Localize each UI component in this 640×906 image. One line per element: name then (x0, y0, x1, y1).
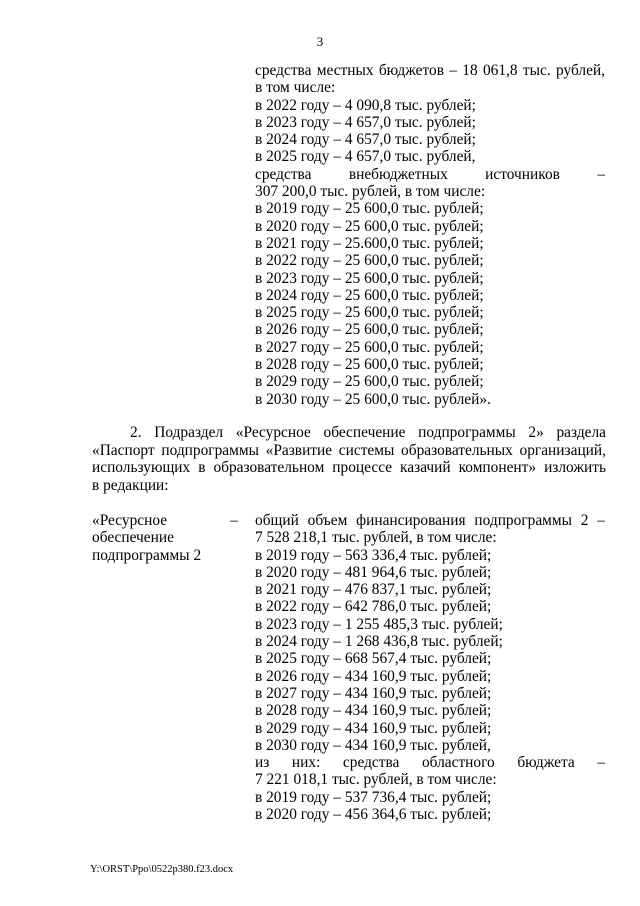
funding-line: в 2026 году – 25 600,0 тыс. рублей; (255, 321, 484, 339)
funding-line: средства местных бюджетов – 18 061,8 тыс. рублей, (255, 62, 605, 79)
funding-line: в 2025 году – 4 657,0 тыс. рублей, (255, 148, 476, 166)
file-path-footer: Y:\ORST\Ppo\0522p380.f23.docx (90, 864, 234, 875)
paragraph-line: 2. Подраздел «Ресурсное обеспечение подпрограммы 2» раздела (130, 424, 606, 441)
funding-line: в 2023 году – 1 255 485,3 тыс. рублей; (255, 615, 503, 633)
funding-line: 7 528 218,1 тыс. рублей, в том числе: (255, 529, 497, 547)
label-line: обеспечение (92, 529, 174, 547)
funding-line: в 2023 году – 25 600,0 тыс. рублей; (255, 269, 484, 287)
funding-line: в 2021 году – 25.600,0 тыс. рублей; (255, 234, 484, 252)
funding-line: в 2029 году – 434 160,9 тыс. рублей; (255, 719, 492, 737)
funding-line: в 2020 году – 25 600,0 тыс. рублей; (255, 217, 484, 235)
funding-line: в 2022 году – 642 786,0 тыс. рублей; (255, 598, 492, 616)
label-line: подпрограммы 2 (92, 546, 202, 564)
funding-line: в 2020 году – 456 364,6 тыс. рублей; (255, 806, 492, 824)
funding-line: в том числе: (255, 79, 336, 97)
funding-line: в 2029 году – 25 600,0 тыс. рублей; (255, 373, 484, 391)
label-line: «Ресурсное (92, 512, 168, 529)
funding-line: в 2023 году – 4 657,0 тыс. рублей; (255, 113, 476, 131)
funding-line: общий объем финансирования подпрограммы 2 – (255, 512, 605, 529)
funding-line: в 2020 году – 481 964,6 тыс. рублей; (255, 563, 492, 581)
funding-line: в 2022 году – 4 090,8 тыс. рублей; (255, 96, 476, 114)
funding-line: в 2024 году – 25 600,0 тыс. рублей; (255, 286, 484, 304)
funding-line: в 2019 году – 25 600,0 тыс. рублей; (255, 200, 484, 218)
label-dash: – (230, 512, 238, 529)
funding-line: в 2028 году – 434 160,9 тыс. рублей; (255, 702, 492, 720)
funding-line: в 2026 году – 434 160,9 тыс. рублей; (255, 667, 492, 685)
page-number: 3 (316, 34, 324, 49)
funding-line: в 2021 году – 476 837,1 тыс. рублей; (255, 581, 492, 599)
section-label (92, 512, 242, 564)
funding-line: в 2028 году – 25 600,0 тыс. рублей; (255, 356, 484, 374)
paragraph-line: в редакции: (92, 476, 169, 494)
funding-list-top (255, 62, 605, 408)
amendment-paragraph (92, 424, 606, 494)
funding-line: в 2024 году – 1 268 436,8 тыс. рублей; (255, 633, 503, 651)
funding-line: в 2022 году – 25 600,0 тыс. рублей; (255, 252, 484, 270)
paragraph-line: «Паспорт подпрограммы «Развитие системы образовательных организаций, (92, 441, 606, 459)
funding-line: средства внебюджетных источников – (255, 165, 605, 183)
funding-line: 307 200,0 тыс. рублей, в том числе: (255, 183, 486, 201)
funding-line: в 2027 году – 434 160,9 тыс. рублей; (255, 684, 492, 702)
funding-line: в 2025 году – 25 600,0 тыс. рублей; (255, 304, 484, 322)
funding-line: в 2019 году – 537 736,4 тыс. рублей; (255, 788, 492, 806)
funding-line: 7 221 018,1 тыс. рублей, в том числе: (255, 771, 497, 789)
paragraph-line: использующих в образовательном процессе казачий компонент» изложить (92, 459, 606, 476)
funding-line: из них: средства областного бюджета – (255, 754, 605, 772)
funding-line: в 2030 году – 434 160,9 тыс. рублей, (255, 736, 491, 754)
funding-line: в 2025 году – 668 567,4 тыс. рублей; (255, 650, 492, 668)
funding-line: в 2024 году – 4 657,0 тыс. рублей; (255, 131, 476, 149)
funding-line: в 2030 году – 25 600,0 тыс. рублей». (255, 390, 491, 408)
funding-list-bottom (255, 512, 605, 823)
funding-line: в 2019 году – 563 336,4 тыс. рублей; (255, 546, 492, 564)
funding-line: в 2027 году – 25 600,0 тыс. рублей; (255, 338, 484, 356)
